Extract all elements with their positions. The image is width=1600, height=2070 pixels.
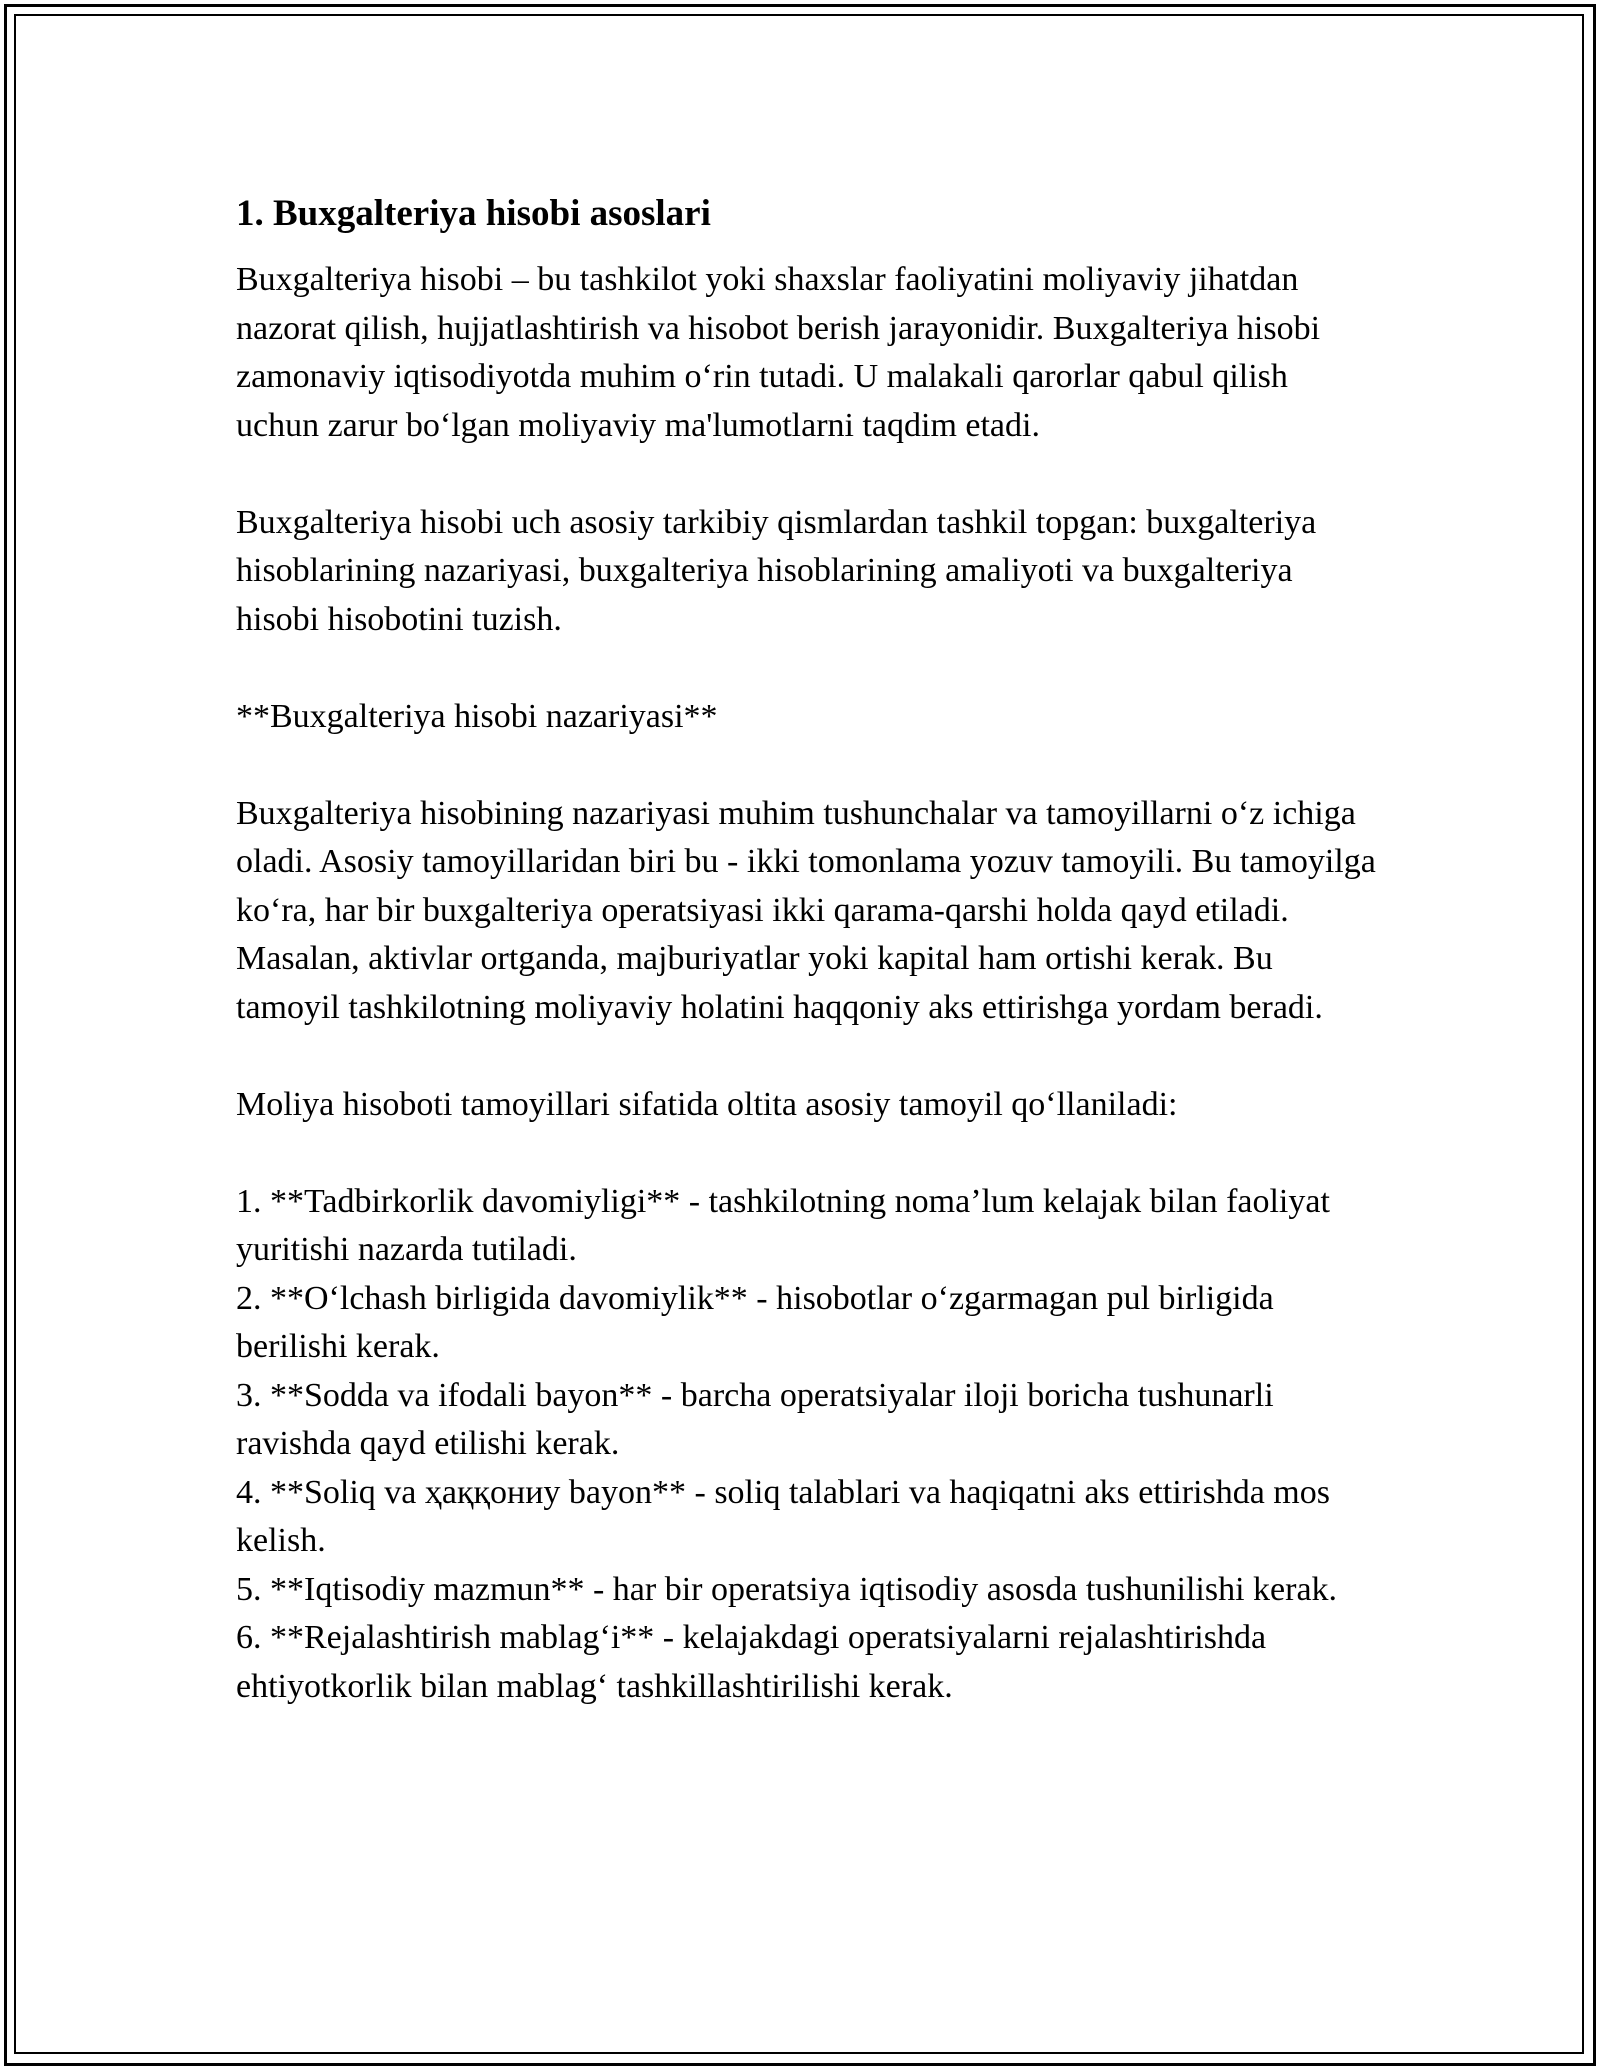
theory-paragraph: Buxgalteriya hisobining nazariyasi muhim tushunchalar va tamoyillarni oʻz ichiga oladi. Asosiy tamoyillaridan biri bu - ikki tomonlama yozuv tamoyili. Bu tamoyilga koʻra, har bir buxgalteriya operatsiyasi ikki qarama-qarshi holda qayd etiladi. Masalan, aktivlar ortganda, majburiyatlar yoki kapital ham ortishi kerak. Bu tamoyil tashkilotning moliyaviy holatini haqqoniy aks ettirishga yordam beradi. — [236, 794, 1376, 1026]
theory-subheading: **Buxgalteriya hisobi nazariyasi** — [236, 697, 718, 735]
paragraph-spacer — [236, 450, 1376, 499]
list-item: 2. **Oʻlchash birligida davomiylik** - hisobotlar oʻzgarmagan pul birligida berilishi kerak. — [236, 1279, 1274, 1365]
list-item: 1. **Tadbirkorlik davomiyligi** - tashkilotning noma’lum kelajak bilan faoliyat yuritishi nazarda tutiladi. — [236, 1182, 1330, 1268]
principles-list — [236, 1178, 1376, 1712]
paragraph-spacer — [236, 741, 1376, 790]
list-item: 5. **Iqtisodiy mazmun** - har bir operatsiya iqtisodiy asosda tushunilishi kerak. — [236, 1570, 1338, 1608]
paragraph-spacer — [236, 1129, 1376, 1178]
section-heading: 1. Buxgalteriya hisobi asoslari — [236, 193, 711, 234]
document-body — [236, 190, 1376, 1711]
components-paragraph: Buxgalteriya hisobi uch asosiy tarkibiy qismlardan tashkil topgan: buxgalteriya hisoblarining nazariyasi, buxgalteriya hisoblarining amaliyoti va buxgalteriya hisobi hisobotini tuzish. — [236, 503, 1317, 638]
principles-intro: Moliya hisoboti tamoyillari sifatida oltita asosiy tamoyil qoʻllaniladi: — [236, 1085, 1178, 1123]
list-item: 3. **Sodda va ifodali bayon** - barcha operatsiyalar iloji boricha tushunarli ravishda qayd etilishi kerak. — [236, 1376, 1274, 1462]
intro-paragraph: Buxgalteriya hisobi – bu tashkilot yoki shaxslar faoliyatini moliyaviy jihatdan nazorat qilish, hujjatlashtirish va hisobot berish jarayonidir. Buxgalteriya hisobi zamonaviy iqtisodiyotda muhim oʻrin tutadi. U malakali qarorlar qabul qilish uchun zarur boʻlgan moliyaviy ma'lumotlarni taqdim etadi. — [236, 261, 1321, 444]
list-item: 6. **Rejalashtirish mablagʻi** - kelajakdagi operatsiyalarni rejalashtirishda ehtiyotkorlik bilan mablagʻ tashkillashtirilishi kerak. — [236, 1619, 1267, 1705]
list-item: 4. **Soliq va ҳаққониу bayon** - soliq talablari va haqiqatni aks ettirishda mos kelish. — [236, 1473, 1330, 1559]
paragraph-spacer — [236, 1032, 1376, 1081]
paragraph-spacer — [236, 644, 1376, 693]
